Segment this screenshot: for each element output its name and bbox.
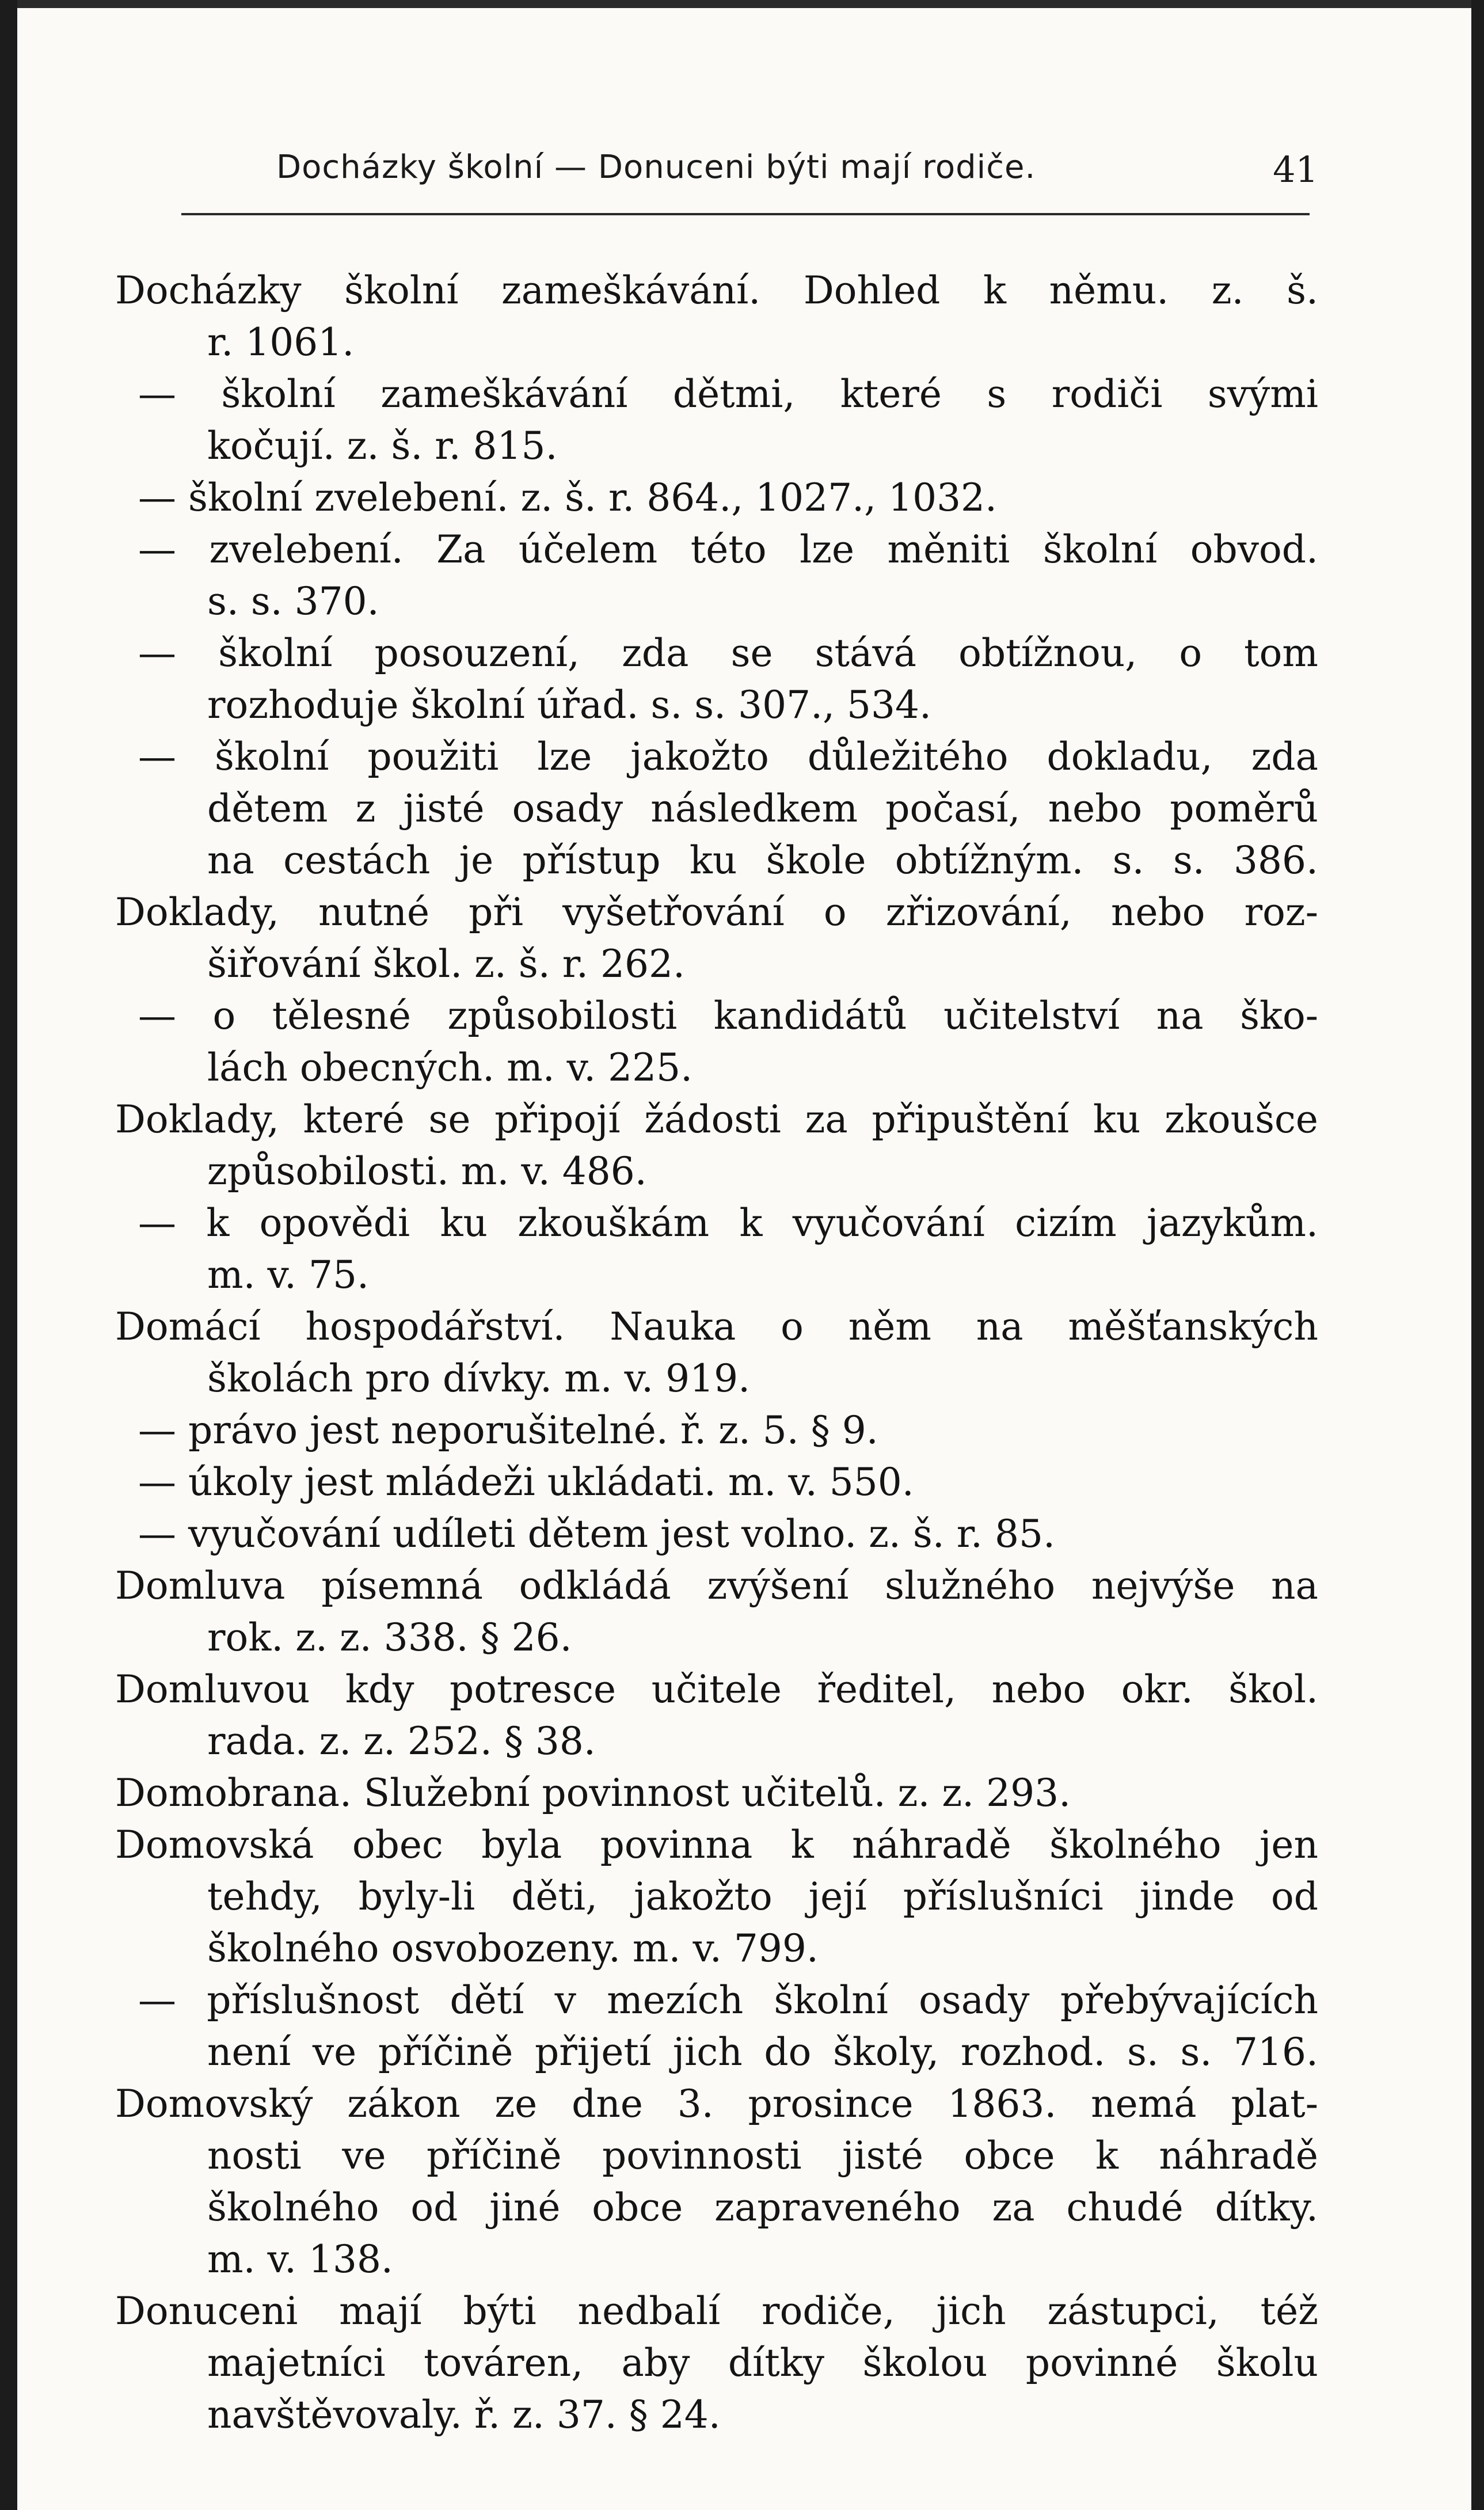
index-continuation-line: s. s. 370. [207, 579, 379, 623]
index-continuation-line: kočují. z. š. r. 815. [207, 424, 558, 468]
index-subentry-line: — právo jest neporušitelné. ř. z. 5. § 9. [138, 1408, 878, 1452]
scan-edge-right [1471, 0, 1484, 2510]
index-continuation-line: na cestách je přístup ku škole obtížným. s. s. 386. [207, 838, 1318, 883]
index-continuation-line: rok. z. z. 338. § 26. [207, 1615, 572, 1660]
index-continuation-line: tehdy, byly-li děti, jakožto její příslušníci jinde od [207, 1874, 1318, 1919]
index-entry-line: Domluva písemná odkládá zvýšení služného nejvýše na [115, 1564, 1318, 1608]
index-continuation-line: není ve příčině přijetí jich do školy, rozhod. s. s. 716. [207, 2030, 1318, 2074]
index-continuation-line: navštěvovaly. ř. z. 37. § 24. [207, 2393, 721, 2437]
index-subentry-line: — zvelebení. Za účelem této lze měniti školní obvod. [138, 527, 1318, 572]
index-continuation-line: dětem z jisté osady následkem počasí, nebo poměrů [207, 786, 1318, 831]
scan-edge-left [0, 0, 17, 2510]
index-entry-line: Domluvou kdy potresce učitele ředitel, nebo okr. škol. [115, 1667, 1318, 1712]
index-continuation-line: m. v. 75. [207, 1253, 369, 1297]
index-subentry-line: — školní použiti lze jakožto důležitého dokladu, zda [138, 735, 1318, 779]
index-continuation-line: majetníci továren, aby dítky školou povinné školu [207, 2341, 1318, 2385]
index-continuation-line: šiřování škol. z. š. r. 262. [207, 942, 685, 986]
index-subentry-line: — školní posouzení, zda se stává obtížnou, o tom [138, 631, 1318, 675]
index-continuation-line: m. v. 138. [207, 2237, 393, 2281]
index-entry-line: Domovský zákon ze dne 3. prosince 1863. nemá plat- [115, 2082, 1318, 2126]
index-continuation-line: rada. z. z. 252. § 38. [207, 1719, 596, 1763]
index-continuation-line: školného od jiné obce zapraveného za chudé dítky. [207, 2185, 1318, 2230]
index-continuation-line: rozhoduje školní úřad. s. s. 307., 534. [207, 683, 931, 727]
index-entry-line: Domácí hospodářství. Nauka o něm na měšťanských [115, 1305, 1318, 1349]
index-continuation-line: nosti ve příčině povinnosti jisté obce k náhradě [207, 2134, 1318, 2178]
index-entry-line: Domovská obec byla povinna k náhradě školného jen [115, 1823, 1318, 1867]
index-subentry-line: — školní zameškávání dětmi, které s rodiči svými [138, 372, 1318, 416]
index-entries [115, 265, 1318, 2441]
index-subentry-line: — úkoly jest mládeži ukládati. m. v. 550. [138, 1460, 914, 1504]
index-continuation-line: r. 1061. [207, 320, 355, 364]
index-subentry-line: — o tělesné způsobilosti kandidátů učitelství na ško- [138, 994, 1318, 1038]
index-subentry-line: — příslušnost dětí v mezích školní osady přebývajících [138, 1978, 1318, 2022]
index-continuation-line: způsobilosti. m. v. 486. [207, 1149, 647, 1193]
running-header [276, 144, 1318, 201]
running-header-title: Docházky školní — Donuceni býti mají rodiče. [276, 149, 1036, 186]
page-number: 41 [1273, 149, 1318, 191]
index-entry-line: Doklady, nutné při vyšetřování o zřizování, nebo roz- [115, 890, 1318, 934]
index-continuation-line: školách pro dívky. m. v. 919. [207, 1356, 751, 1401]
index-subentry-line: — školní zvelebení. z. š. r. 864., 1027., 1032. [138, 476, 998, 520]
scan-edge-top [0, 0, 1484, 8]
index-entry-line: Docházky školní zameškávání. Dohled k němu. z. š. [115, 268, 1318, 313]
header-rule [181, 213, 1310, 215]
index-continuation-line: lách obecných. m. v. 225. [207, 1045, 693, 1090]
index-continuation-line: školného osvobozeny. m. v. 799. [207, 1926, 819, 1971]
index-entry-line: Doklady, které se připojí žádosti za připuštění ku zkoušce [115, 1097, 1318, 1142]
index-subentry-line: — k opovědi ku zkouškám k vyučování cizím jazykům. [138, 1201, 1318, 1245]
index-entry-line: Domobrana. Služební povinnost učitelů. z. z. 293. [115, 1771, 1071, 1815]
index-subentry-line: — vyučování udíleti dětem jest volno. z. š. r. 85. [138, 1512, 1055, 1556]
index-entry-line: Donuceni mají býti nedbalí rodiče, jich zástupci, též [115, 2289, 1318, 2333]
